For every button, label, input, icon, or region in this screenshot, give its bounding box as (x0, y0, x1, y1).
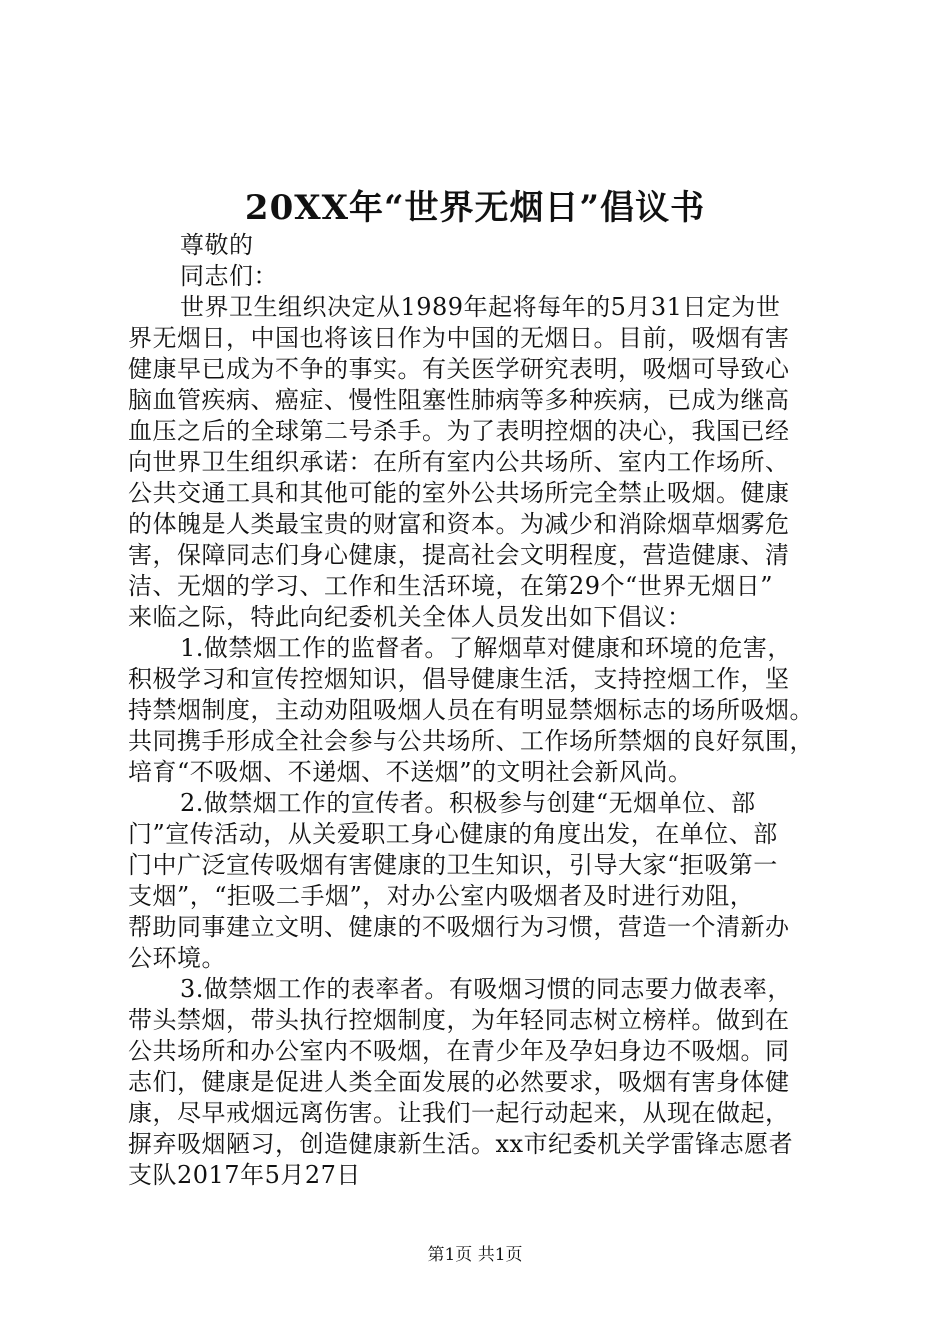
paragraph-line: 积极学习和宣传控烟知识，倡导健康生活，支持控烟工作，坚 (128, 665, 790, 693)
greeting-line: 尊敬的 (180, 231, 254, 259)
paragraph-line: 脑血管疾病、癌症、慢性阻塞性肺病等多种疾病，已成为继高 (128, 386, 790, 414)
greeting-line: 同志们： (180, 262, 278, 290)
paragraph-line: 摒弃吸烟陋习，创造健康新生活。xx市纪委机关学雷锋志愿者 (128, 1130, 794, 1158)
paragraph-line: 公共交通工具和其他可能的室外公共场所完全禁止吸烟。健康 (128, 479, 790, 507)
paragraph-line: 2.做禁烟工作的宣传者。积极参与创建“无烟单位、部 (180, 789, 756, 817)
document-body (128, 230, 848, 1191)
paragraph-line: 康，尽早戒烟远离伤害。让我们一起行动起来，从现在做起， (128, 1099, 790, 1127)
paragraph-line: 门”宣传活动，从关爱职工身心健康的角度出发，在单位、部 (128, 820, 778, 848)
paragraph-line: 支烟”，“拒吸二手烟”，对办公室内吸烟者及时进行劝阻， (128, 882, 755, 910)
paragraph-line: 1.做禁烟工作的监督者。了解烟草对健康和环境的危害， (180, 634, 792, 662)
document-title: 20XX年“世界无烟日”倡议书 (244, 188, 706, 228)
paragraph-line: 带头禁烟，带头执行控烟制度，为年轻同志树立榜样。做到在 (128, 1006, 790, 1034)
paragraph-line: 害，保障同志们身心健康，提高社会文明程度，营造健康、清 (128, 541, 790, 569)
paragraph-line: 向世界卫生组织承诺：在所有室内公共场所、室内工作场所、 (128, 448, 790, 476)
paragraph-line: 支队2017年5月27日 (128, 1161, 361, 1189)
paragraph-line: 志们，健康是促进人类全面发展的必然要求，吸烟有害身体健 (128, 1068, 790, 1096)
paragraph-block (128, 292, 848, 1191)
paragraph-line: 公环境。 (128, 944, 226, 972)
paragraph-line: 共同携手形成全社会参与公共场所、工作场所禁烟的良好氛围， (128, 727, 814, 755)
paragraph-line: 界无烟日，中国也将该日作为中国的无烟日。目前，吸烟有害 (128, 324, 790, 352)
paragraph-line: 来临之际，特此向纪委机关全体人员发出如下倡议： (128, 603, 692, 631)
paragraph-line: 的体魄是人类最宝贵的财富和资本。为减少和消除烟草烟雾危 (128, 510, 790, 538)
paragraph-line: 洁、无烟的学习、工作和生活环境，在第29个“世界无烟日” (128, 572, 774, 600)
page-footer: 第1页 共1页 (427, 1245, 523, 1265)
paragraph-line: 培育“不吸烟、不递烟、不送烟”的文明社会新风尚。 (128, 758, 693, 786)
paragraph-line: 健康早已成为不争的事实。有关医学研究表明，吸烟可导致心 (128, 355, 790, 383)
paragraph-line: 3.做禁烟工作的表率者。有吸烟习惯的同志要力做表率， (180, 975, 792, 1003)
paragraph-line: 帮助同事建立文明、健康的不吸烟行为习惯，营造一个清新办 (128, 913, 790, 941)
paragraph-line: 持禁烟制度，主动劝阻吸烟人员在有明显禁烟标志的场所吸烟。 (128, 696, 814, 724)
paragraph-line: 公共场所和办公室内不吸烟，在青少年及孕妇身边不吸烟。同 (128, 1037, 790, 1065)
paragraph-line: 门中广泛宣传吸烟有害健康的卫生知识，引导大家“拒吸第一 (128, 851, 778, 879)
paragraph-line: 世界卫生组织决定从1989年起将每年的5月31日定为世 (180, 293, 781, 321)
paragraph-line: 血压之后的全球第二号杀手。为了表明控烟的决心，我国已经 (128, 417, 790, 445)
